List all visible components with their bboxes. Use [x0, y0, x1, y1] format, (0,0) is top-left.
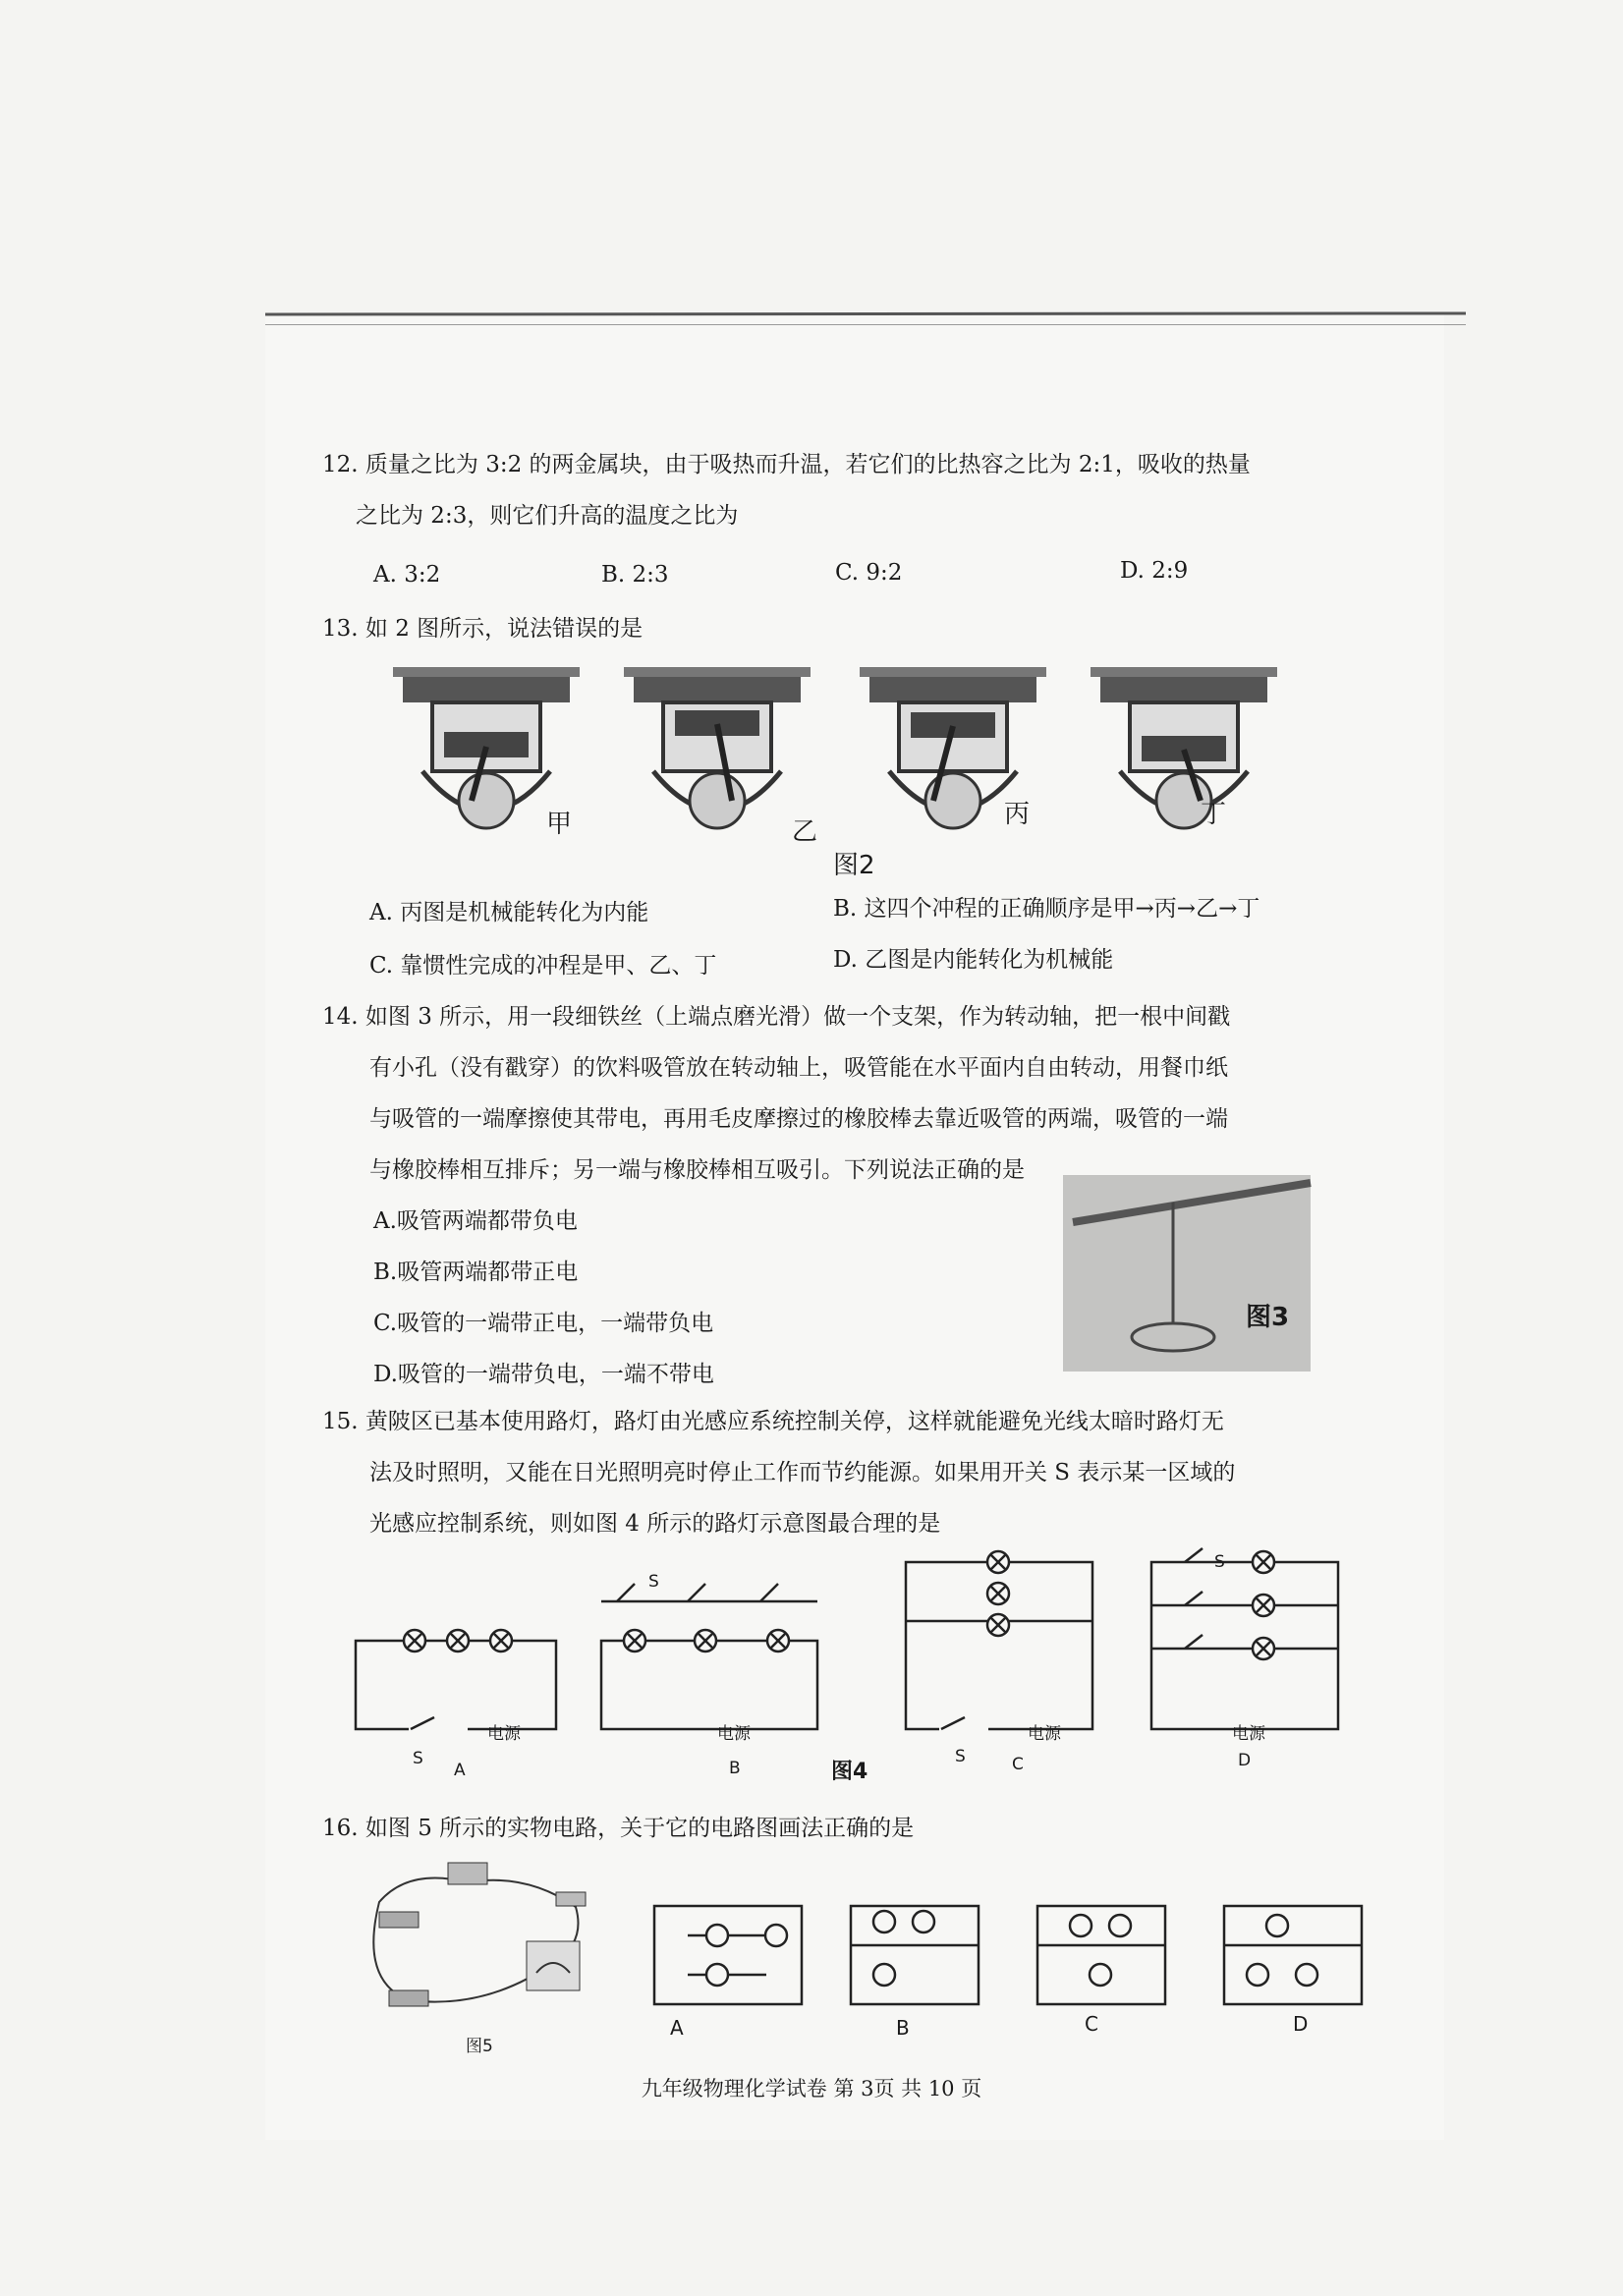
q16-circuit-d: [1224, 1906, 1362, 2004]
engine-label-bing: 丙: [1004, 800, 1031, 829]
figure3-caption: 图3: [1246, 1303, 1290, 1332]
figure2-caption: 图2: [833, 851, 875, 880]
circuit-c-label: C: [1012, 1755, 1024, 1774]
q12-option-a: A. 3:2: [373, 562, 441, 588]
circuit-c-switch-label: S: [955, 1747, 966, 1766]
q14-line3: 与吸管的一端摩擦使其带电，再用毛皮摩擦过的橡胶棒去靠近吸管的两端，吸管的一端: [369, 1106, 1228, 1132]
q15-line3: 光感应控制系统，则如图 4 所示的路灯示意图最合理的是: [369, 1511, 941, 1537]
circuit-b: [601, 1584, 817, 1729]
figure4-caption: 图4: [831, 1760, 868, 1784]
q12-option-b: B. 2:3: [601, 562, 669, 588]
q16-circuit-c: [1037, 1906, 1165, 2004]
q13-option-c: C. 靠惯性完成的冲程是甲、乙、丁: [369, 953, 717, 979]
circuit-d-source-label: 电源: [1232, 1724, 1265, 1744]
engine-diagram-yi: [624, 667, 811, 828]
engine-diagrams: [393, 653, 1277, 840]
q16-stem: 16. 如图 5 所示的实物电路，关于它的电路图画法正确的是: [322, 1816, 915, 1841]
q14-line4: 与橡胶棒相互排斥；另一端与橡胶棒相互吸引。下列说法正确的是: [369, 1157, 1025, 1183]
q13-option-d: D. 乙图是内能转化为机械能: [833, 947, 1114, 973]
circuit-c-source-label: 电源: [1028, 1724, 1061, 1744]
figure5-physical-circuit: [350, 1863, 605, 2030]
engine-diagram-ding: [1091, 667, 1277, 828]
circuit-b-label: B: [729, 1759, 741, 1778]
circuit-d-switch-label: S: [1214, 1552, 1225, 1572]
q16-circuit-a: [654, 1906, 802, 2004]
q12-option-d: D. 2:9: [1120, 558, 1189, 584]
circuit-b-switch-label: S: [648, 1572, 659, 1592]
circuit-d: [1151, 1548, 1338, 1729]
q14-option-a: A.吸管两端都带负电: [373, 1208, 578, 1234]
q16-circuit-b: [851, 1906, 979, 2004]
circuit-a-switch-label: S: [413, 1749, 423, 1768]
circuit-a-source-label: 电源: [487, 1724, 521, 1744]
q12-line1: 12. 质量之比为 3:2 的两金属块，由于吸热而升温，若它们的比热容之比为 2:1，吸收的热量: [322, 452, 1251, 477]
q12-line2: 之比为 2:3，则它们升高的温度之比为: [356, 503, 739, 529]
engine-label-jia: 甲: [546, 810, 573, 839]
q14-line2: 有小孔（没有戳穿）的饮料吸管放在转动轴上，吸管能在水平面内自由转动，用餐巾纸: [369, 1055, 1228, 1081]
engine-label-ding: 丁: [1201, 800, 1227, 829]
q14-option-b: B.吸管两端都带正电: [373, 1260, 579, 1285]
engine-label-yi: 乙: [792, 817, 818, 847]
q12-option-c: C. 9:2: [835, 560, 903, 586]
q15-line1: 15. 黄陂区已基本使用路灯，路灯由光感应系统控制关停，这样就能避免光线太暗时路灯无: [322, 1409, 1224, 1434]
figure3-straw-stand: [1063, 1175, 1311, 1372]
figure5-caption: 图5: [466, 2037, 493, 2056]
q14-option-d: D.吸管的一端带负电，一端不带电: [373, 1362, 714, 1387]
q16-label-a: A: [670, 2016, 684, 2040]
q14-line1: 14. 如图 3 所示，用一段细铁丝（上端点磨光滑）做一个支架，作为转动轴，把一根中间戳: [322, 1004, 1231, 1030]
q13-stem: 13. 如 2 图所示，说法错误的是: [322, 616, 644, 642]
circuit-c: [906, 1551, 1092, 1735]
q16-label-c: C: [1085, 2012, 1098, 2036]
top-rule-thin: [265, 324, 1466, 325]
q15-line2: 法及时照明，又能在日光照明亮时停止工作而节约能源。如果用开关 S 表示某一区域的: [369, 1460, 1236, 1485]
circuit-d-label: D: [1238, 1751, 1252, 1770]
q16-label-b: B: [896, 2016, 910, 2040]
q16-label-d: D: [1293, 2012, 1309, 2036]
q13-option-a: A. 丙图是机械能转化为内能: [369, 900, 649, 925]
circuit-a: [356, 1630, 556, 1735]
q14-option-c: C.吸管的一端带正电，一端带负电: [373, 1311, 714, 1336]
figure5-circuit-options: [648, 1886, 1375, 2014]
page-footer: 九年级物理化学试卷 第 3页 共 10 页: [641, 2077, 982, 2100]
q13-option-b: B. 这四个冲程的正确顺序是甲→丙→乙→丁: [833, 896, 1260, 922]
circuit-a-label: A: [454, 1761, 466, 1780]
circuit-b-source-label: 电源: [717, 1724, 751, 1744]
